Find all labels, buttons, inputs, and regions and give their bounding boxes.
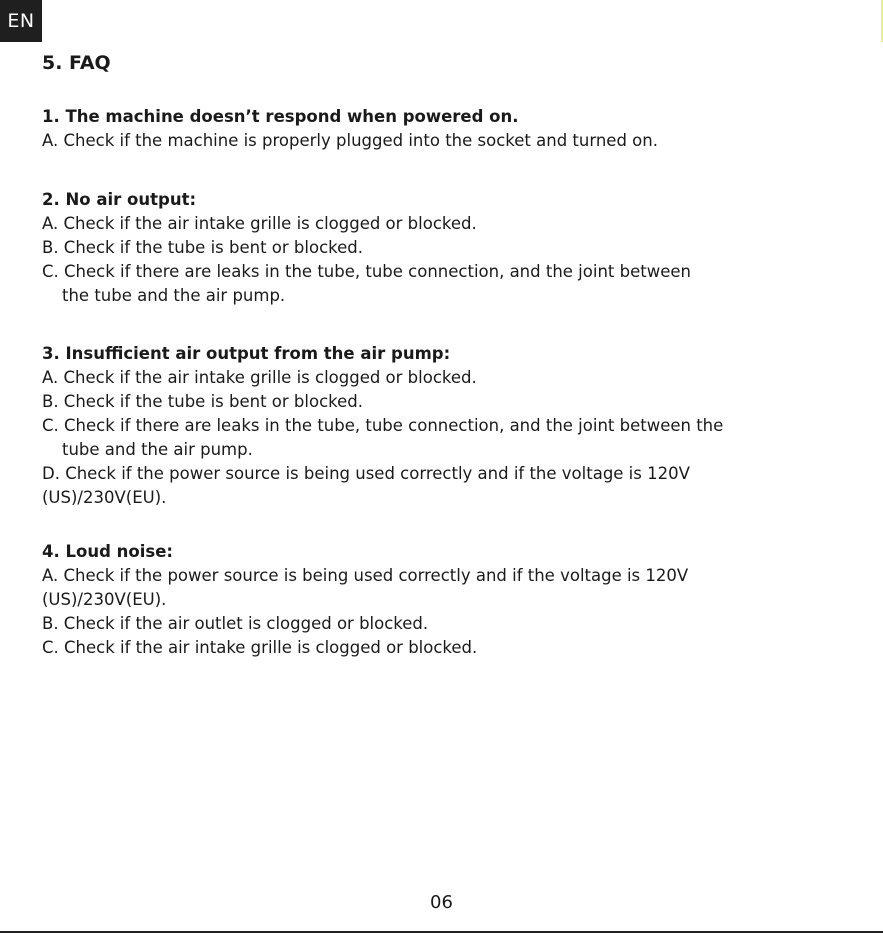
- faq-answer-line: (US)/230V(EU).: [42, 488, 167, 507]
- faq-answer-line: B. Check if the tube is bent or blocked.: [42, 392, 363, 411]
- faq-answer-line: (US)/230V(EU).: [42, 590, 167, 609]
- faq-question-1: 1. The machine doesn’t respond when powered on.: [42, 107, 519, 126]
- faq-answer-line: B. Check if the air outlet is clogged or blocked.: [42, 614, 429, 633]
- faq-item-1: [42, 105, 658, 153]
- section-title: 5. FAQ: [42, 52, 111, 74]
- faq-item-3: [42, 342, 723, 510]
- faq-answer-line: C. Check if there are leaks in the tube, tube connection, and the joint between the: [42, 416, 724, 435]
- faq-answer-line: C. Check if the air intake grille is clogged or blocked.: [42, 638, 478, 657]
- faq-question-4: 4. Loud noise:: [42, 542, 173, 561]
- page-number: 06: [430, 892, 453, 913]
- faq-question-3: 3. Insufficient air output from the air pump:: [42, 344, 451, 363]
- faq-item-4: [42, 540, 688, 660]
- faq-question-2: 2. No air output:: [42, 190, 197, 209]
- faq-answer-line: A. Check if the power source is being used correctly and if the voltage is 120V: [42, 566, 689, 585]
- faq-answer-line: A. Check if the air intake grille is clogged or blocked.: [42, 214, 477, 233]
- language-label: EN: [7, 10, 35, 32]
- faq-answer-line: tube and the air pump.: [62, 440, 253, 459]
- faq-answer-line: A. Check if the air intake grille is clogged or blocked.: [42, 368, 477, 387]
- faq-answer-line: B. Check if the tube is bent or blocked.: [42, 238, 363, 257]
- faq-item-2: [42, 188, 691, 308]
- faq-answer-line: A. Check if the machine is properly plugged into the socket and turned on.: [42, 131, 658, 150]
- faq-answer-line: C. Check if there are leaks in the tube, tube connection, and the joint between: [42, 262, 691, 281]
- faq-answer-line: the tube and the air pump.: [62, 286, 286, 305]
- faq-answer-line: D. Check if the power source is being used correctly and if the voltage is 120V: [42, 464, 690, 483]
- language-tab: [0, 0, 42, 42]
